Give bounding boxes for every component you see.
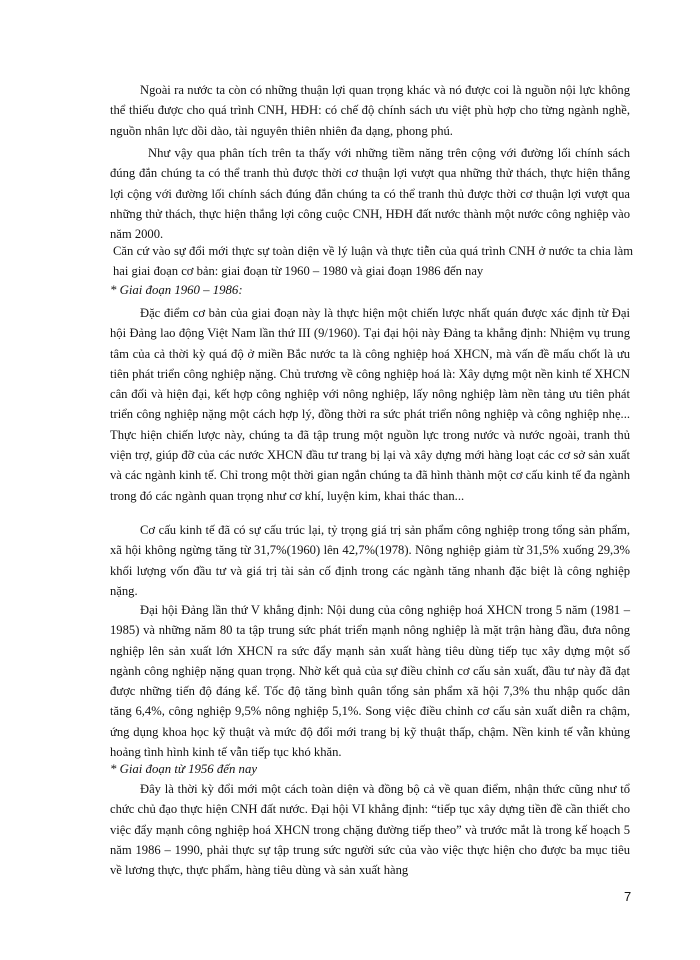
paragraph-economic-structure: Cơ cấu kinh tế đã có sự cấu trúc lại, tỷ trọng giá trị sản phẩm công nghiệp trong tổng sản phẩm, xã hội không ngừng tăng từ 31,7%(1960) lên 42,7%(1978). Nông nghiệp giảm từ 31,5% xuống 29,3% khối lượng vốn đầu tư và giá trị tài sản cố định trong các ngành tăng nhanh đặc biệt là công nghiệp nặng. [110,523,630,598]
paragraph-two-periods: Căn cứ vào sự đổi mới thực sự toàn diện về lý luận và thực tiễn của quá trình CNH ở nước ta chia làm hai giai đoạn cơ bản: giai đoạn từ 1960 – 1980 và giai đoạn 1986 đến nay [113,244,633,279]
paragraph-fifth-congress: Đại hội Đảng lần thứ V khẳng định: Nội dung của công nghiệp hoá XHCN trong 5 năm (1981 – 1985) và những năm 80 ta tập trung sức phát triển mạnh nông nghiệp là mặt trận hàng đầu, đưa nông nghiệp lên sản xuất lớn XHCN ra sức đẩy mạnh sản xuất hàng tiêu dùng tiếp tục xây dựng một số ngành công nghiệp nặng quan trọng. Nhờ kết quả của sự điều chỉnh cơ cấu sản xuất, đầu tư này đã đạt được những tiến độ đáng kể. Tốc độ tăng bình quân tổng sản phẩm xã hội 7,3% thu nhập quốc dân tăng 6,4%, công nghiệp 9,5% nông nghiệp 5,1%. Song việc điều chỉnh cơ cấu sản xuất diễn ra chậm, ứng dụng khoa học kỹ thuật và mức độ đổi mới trang bị kỹ thuật thấp, chậm. Nền kinh tế vẫn khủng hoảng tình hình kinh tế vẫn tiếp tục khó khăn. [110,603,630,760]
paragraph-period-characteristics: Đặc điểm cơ bản của giai đoạn này là thực hiện một chiến lược nhất quán được xác định từ Đại hội Đảng lao động Việt Nam lần thứ III (9/1960). Tại đại hội này Đảng ta khẳng định: Nhiệm vụ trung tâm của cả thời kỳ quá độ ở miền Bắc nước ta là công nghiệp hoá XHCN, mà vấn đề mấu chốt là ưu tiên phát triển công nghiệp nặng. Chủ trương về công nghiệp hoá là: Xây dựng một nền kinh tế XHCN cân đối và hiện đại, kết hợp công nghiệp với nông nghiệp, lấy nông nghiệp làm nền tảng ưu tiên phát triển công nghiệp nặng một cách hợp lý, đồng thời ra sức phát triển nông nghiệp và công nghiệp nhẹ... Thực hiện chiến lược này, chúng ta đã tập trung một nguồn lực trong nước và nước ngoài, tranh thủ viện trợ, giúp đỡ của các nước XHCN đầu tư trang bị lại và xây dựng mới hàng loạt các cơ sở sản xuất và các ngành kinh tế. Chỉ trong một thời gian ngắn chúng ta đã hình thành một cơ cấu kinh tế đa ngành trong đó các ngành quan trọng như cơ khí, luyện kim, khai thác than... [110,306,630,503]
heading-period-1960-1986: * Giai đoạn 1960 – 1986: [110,283,243,297]
heading-period-1956-present: * Giai đoạn từ 1956 đến nay [110,762,258,776]
paragraph-renovation-period: Đây là thời kỳ đổi mới một cách toàn diện và đồng bộ cả về quan điểm, nhận thức cũng như tổ chức chủ đạo thực hiện CNH đất nước. Đại hội VI khẳng định: “tiếp tục xây dựng tiền đề cần thiết cho việc đẩy mạnh công nghiệp hoá XHCN trong chặng đường tiếp theo” và trước mắt là trong kế hoạch 5 năm 1986 – 1990, phải thực sự tập trung sức người sức của vào việc thực hiện cho được ba mục tiêu về lương thực, thực phẩm, hàng tiêu dùng và sản xuất hàng [110,782,630,878]
page-number: 7 [624,889,632,904]
paragraph-analysis-summary: Như vậy qua phân tích trên ta thấy với những tiềm năng trên cộng với đường lối chính sách đúng đắn chúng ta có thể tranh thủ được thời cơ thuận lợi vượt qua những thử thách, thực hiện thắng lợi cộng với đường lối chính sách đúng đắn chúng ta có thể tranh thủ được thời cơ thuận lợi vượt qua những thử thách, thực hiện thắng lợi công cuộc CNH, HĐH đất nước thành một nước công nghiệp vào năm 2000. [110,146,630,242]
paragraph-other-advantages: Ngoài ra nước ta còn có những thuận lợi quan trọng khác và nó được coi là nguồn nội lực không thể thiếu được cho quá trình CNH, HĐH: có chế độ chính sách ưu việt phù hợp cho từng ngành nghề, nguồn nhân lực dồi dào, tài nguyên thiên nhiên đa dạng, phong phú. [110,83,630,138]
